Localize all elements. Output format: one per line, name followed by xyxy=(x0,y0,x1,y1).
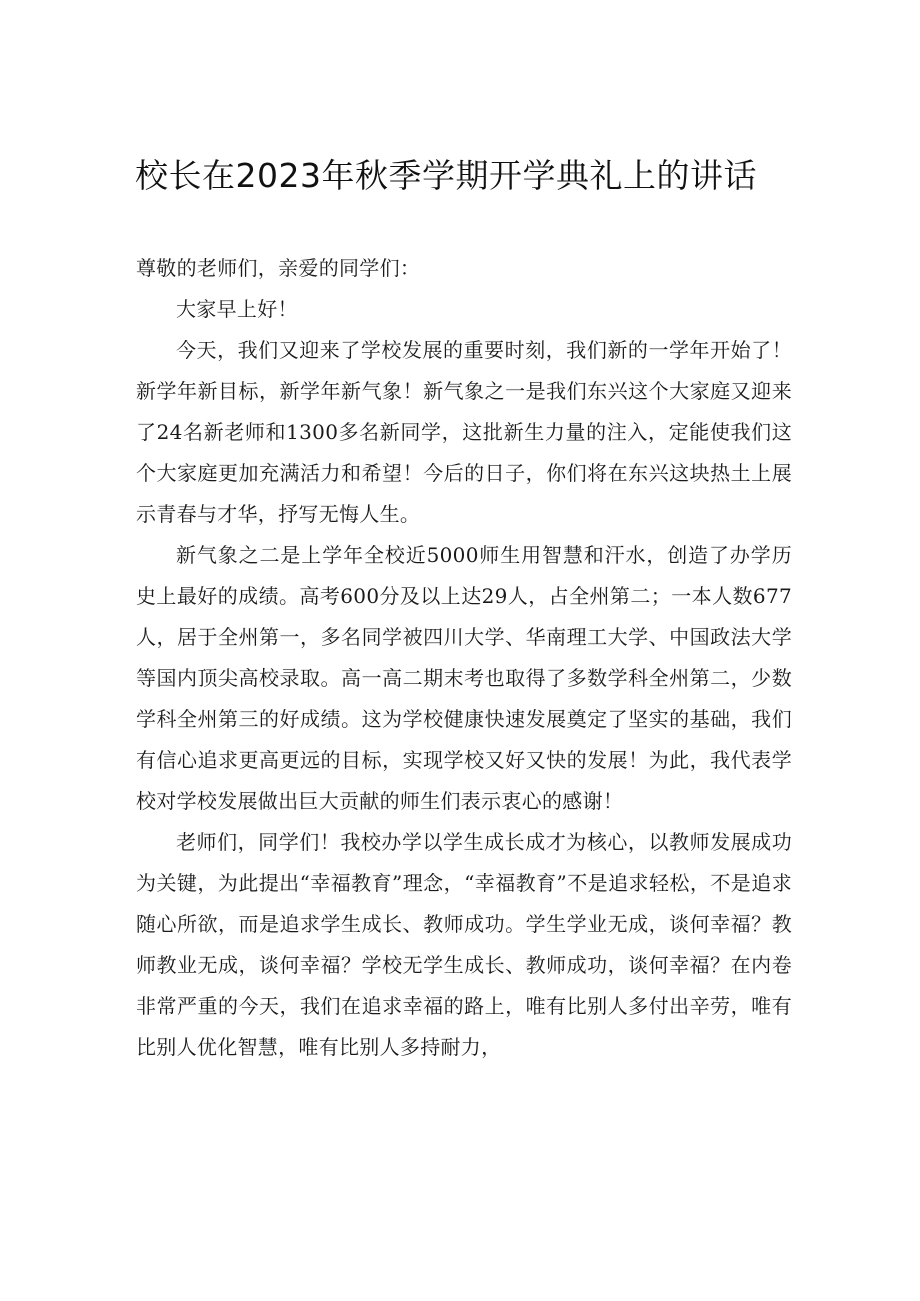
paragraph-new-year: 今天，我们又迎来了学校发展的重要时刻，我们新的一学年开始了！新学年新目标，新学年新气象！新气象之一是我们东兴这个大家庭又迎来了24名新老师和1300多名新同学，这批新生力量的注入，定能使我们这个大家庭更加充满活力和希望！今后的日子，你们将在东兴这块热土上展示青春与才华，抒写无悔人生。 xyxy=(136,338,792,526)
paragraph-happy-education: 老师们，同学们！我校办学以学生成长成才为核心，以教师发展成功为关键，为此提出“幸福教育”理念，“幸福教育”不是追求轻松，不是追求随心所欲，而是追求学生成长、教师成功。学生学业无成，谈何幸福？教师教业无成，谈何幸福？学校无学生成长、教师成功，谈何幸福？在内卷非常严重的今天，我们在追求幸福的路上，唯有比别人多付出辛劳，唯有比别人优化智慧，唯有比别人多持耐力， xyxy=(136,830,792,1059)
page-title: 校长在2023年秋季学期开学典礼上的讲话 xyxy=(135,156,757,195)
salutation: 尊敬的老师们，亲爱的同学们： xyxy=(136,256,421,280)
speech-body xyxy=(136,248,792,1068)
paragraph-achievements: 新气象之二是上学年全校近5000师生用智慧和汗水，创造了办学历史上最好的成绩。高考600分及以上达29人，占全州第二；一本人数677人，居于全州第一，多名同学被四川大学、华南理工大学、中国政法大学等国内顶尖高校录取。高一高二期末考也取得了多数学科全州第二，少数学科全州第三的好成绩。这为学校健康快速发展奠定了坚实的基础，我们有信心追求更高更远的目标，实现学校又好又快的发展！为此，我代表学校对学校发展做出巨大贡献的师生们表示衷心的感谢！ xyxy=(136,543,792,813)
paragraph-greeting: 大家早上好！ xyxy=(176,297,298,321)
